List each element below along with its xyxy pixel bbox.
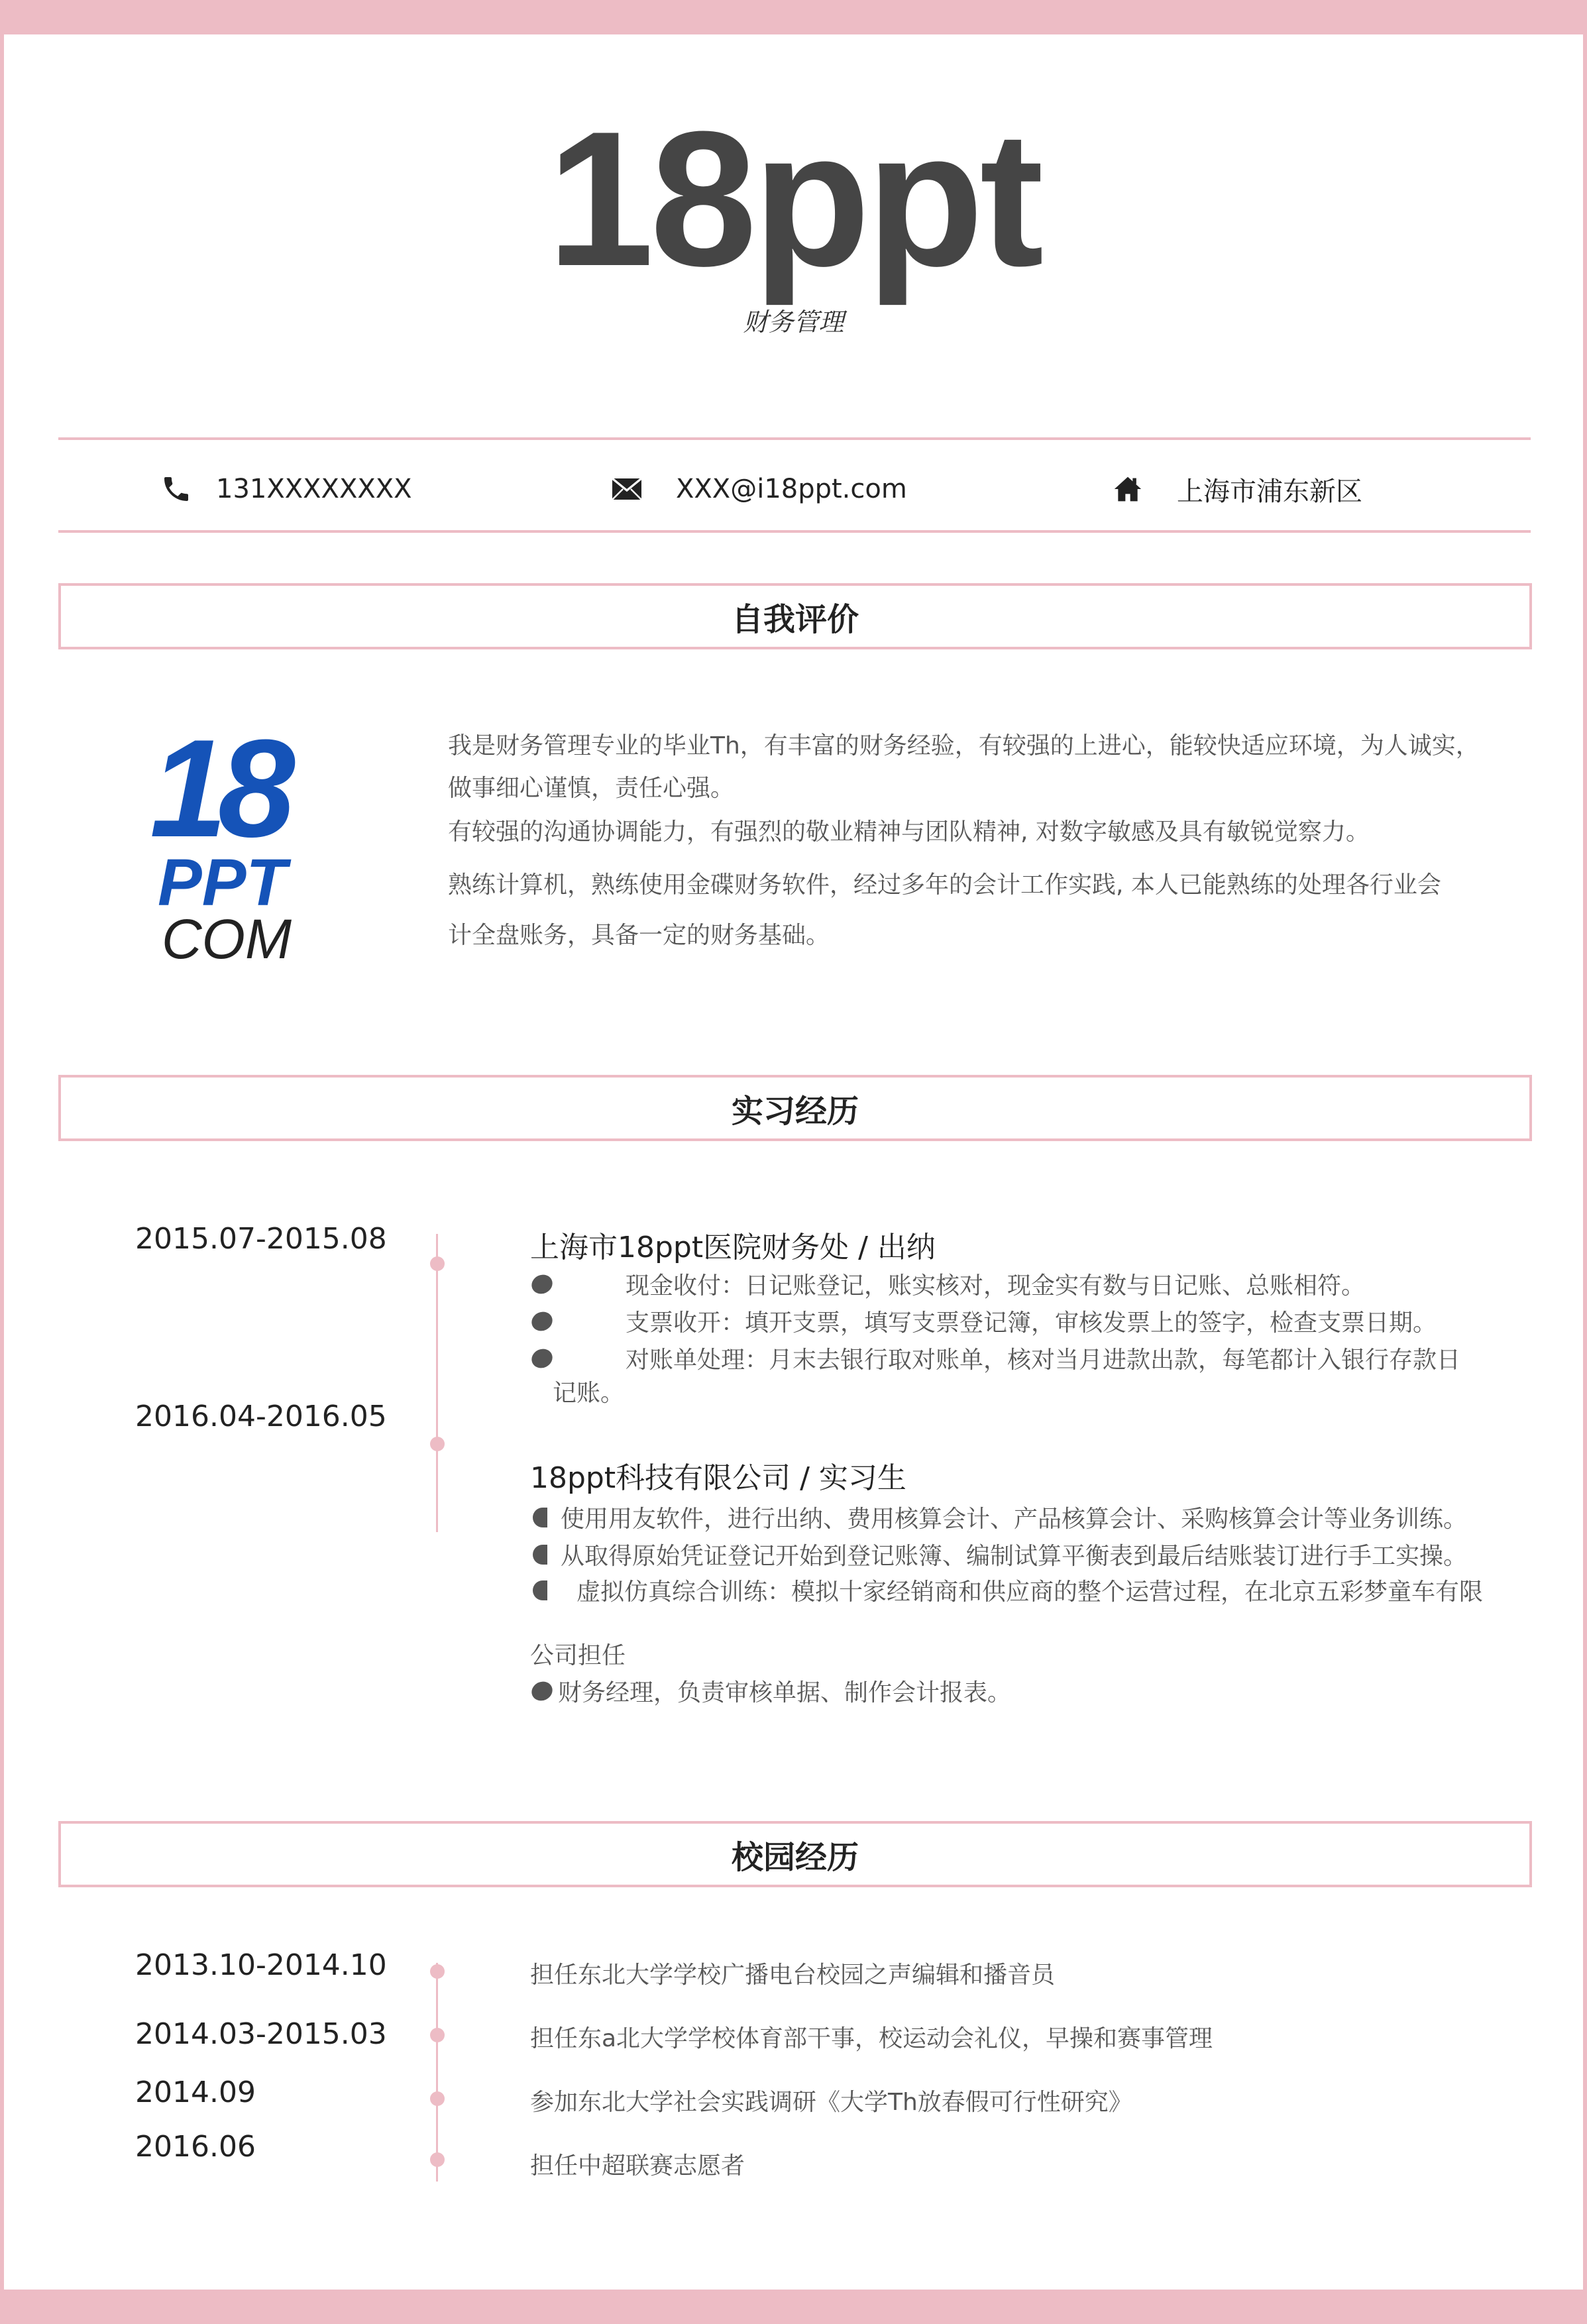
section-campus xyxy=(58,1821,1532,1887)
timeline-dot xyxy=(430,1964,445,1979)
job1-title: 上海市18ppt医院财务处 / 出纳 xyxy=(530,1231,936,1264)
left-border xyxy=(0,0,4,2324)
top-border xyxy=(0,0,1587,34)
job2-item-text: 从取得原始凭证登记开始到登记账簿、编制试算平衡表到最后结账装订进行手工实操。 xyxy=(561,1543,1468,1570)
eval-line: 我是财务管理专业的毕业Th，有丰富的财务经验，有较强的上进心，能较快适应环境，为人诚实， xyxy=(448,732,1480,759)
timeline-dot xyxy=(430,1437,445,1451)
eval-line: 有较强的沟通协调能力，有强烈的敬业精神与团队精神, 对数字敏感及具有敏锐觉察力。 xyxy=(448,818,1370,846)
section-internship-heading: 实习经历 xyxy=(731,1092,859,1130)
job2-item-wrap: 公司担任 xyxy=(530,1642,626,1669)
campus-date: 2014.09 xyxy=(135,2075,256,2109)
job-title: 财务管理 xyxy=(743,307,844,337)
bullet-icon xyxy=(533,1508,547,1527)
internship-timeline xyxy=(436,1234,438,1532)
bullet-icon xyxy=(529,1345,556,1371)
campus-item: 担任东北大学学校广播电台校园之声编辑和播音员 xyxy=(530,1962,1056,1989)
bullet-icon xyxy=(529,1308,556,1334)
campus-item: 担任中超联赛志愿者 xyxy=(530,2152,745,2180)
internship-date: 2016.04-2016.05 xyxy=(135,1400,387,1433)
right-border xyxy=(1583,0,1587,2324)
campus-item: 参加东北大学社会实践调研《大学Th放春假可行性研究》 xyxy=(530,2089,1132,2116)
candidate-name: 18ppt xyxy=(547,91,1040,306)
job1-item-text: 支票收开：填开支票，填写支票登记簿，审核发票上的签字，检查支票日期。 xyxy=(626,1309,1437,1337)
contact-email xyxy=(612,468,907,510)
timeline-dot xyxy=(430,2152,445,2167)
campus-date: 2013.10-2014.10 xyxy=(135,1948,387,1982)
company-logo xyxy=(150,710,342,974)
home-icon xyxy=(1113,474,1142,504)
job1-item-text: 对账单处理：月末去银行取对账单，核对当月进款出款，每笔都计入银行存款日 xyxy=(626,1347,1461,1374)
eval-line: 熟练计算机，熟练使用金碟财务软件，经过多年的会计工作实践, 本人已能熟练的处理各行业会 xyxy=(448,871,1441,899)
envelope-icon xyxy=(612,478,641,500)
bullet-icon xyxy=(533,1580,547,1600)
job2-title: 18ppt科技有限公司 / 实习生 xyxy=(530,1461,906,1495)
job1-item-text: 现金收付：日记账登记，账实核对，现金实有数与日记账、总账相符。 xyxy=(626,1272,1366,1300)
campus-timeline xyxy=(436,1963,438,2182)
divider-top xyxy=(58,437,1531,440)
contact-address xyxy=(1113,468,1362,510)
eval-line: 计全盘账务，具备一定的财务基础。 xyxy=(448,922,830,949)
job2-item-text: 使用用友软件，进行出纳、费用核算会计、产品核算会计、采购核算会计等业务训练。 xyxy=(561,1506,1468,1533)
logo-number: 18 xyxy=(150,710,286,866)
timeline-dot xyxy=(430,2091,445,2106)
section-campus-heading: 校园经历 xyxy=(731,1838,859,1876)
phone-number: 131XXXXXXXX xyxy=(216,474,412,504)
self-eval-text xyxy=(448,725,1508,964)
section-self-eval xyxy=(58,583,1532,649)
bullet-icon xyxy=(529,1271,556,1297)
bullet-icon xyxy=(529,1678,556,1704)
job1-item-wrap: 记账。 xyxy=(553,1380,625,1407)
campus-date: 2016.06 xyxy=(135,2130,256,2164)
divider-bottom xyxy=(58,530,1531,533)
bottom-border xyxy=(0,2290,1587,2324)
job1-item xyxy=(531,1267,1365,1301)
address-text: 上海市浦东新区 xyxy=(1177,476,1362,507)
timeline-dot xyxy=(430,1256,445,1271)
timeline-dot xyxy=(430,2028,445,2042)
job1-item xyxy=(531,1304,1437,1338)
campus-date: 2014.03-2015.03 xyxy=(135,2017,387,2051)
job2-item xyxy=(533,1573,1483,1607)
logo-com: COM xyxy=(162,908,292,970)
job1-item xyxy=(531,1341,1460,1375)
internship-date: 2015.07-2015.08 xyxy=(135,1222,387,1256)
eval-line: 做事细心谨慎，责任心强。 xyxy=(448,775,735,802)
job2-item xyxy=(533,1537,1467,1571)
campus-item: 担任东a北大学学校体育部干事，校运动会礼仪，早操和赛事管理 xyxy=(530,2025,1213,2052)
phone-icon xyxy=(160,473,192,505)
bullet-icon xyxy=(533,1545,547,1565)
section-internship xyxy=(58,1075,1532,1141)
job2-item-text: 财务经理，负责审核单据、制作会计报表。 xyxy=(558,1679,1012,1706)
job2-item xyxy=(533,1500,1467,1534)
logo-ppt: PPT xyxy=(158,846,287,920)
job2-item xyxy=(531,1674,1011,1708)
email-address: XXX@i18ppt.com xyxy=(676,474,907,504)
contact-phone xyxy=(160,468,412,510)
section-self-eval-heading: 自我评价 xyxy=(731,600,859,638)
job2-item-text: 虚拟仿真综合训练：模拟十家经销商和供应商的整个运营过程，在北京五彩梦童车有限 xyxy=(576,1578,1484,1606)
